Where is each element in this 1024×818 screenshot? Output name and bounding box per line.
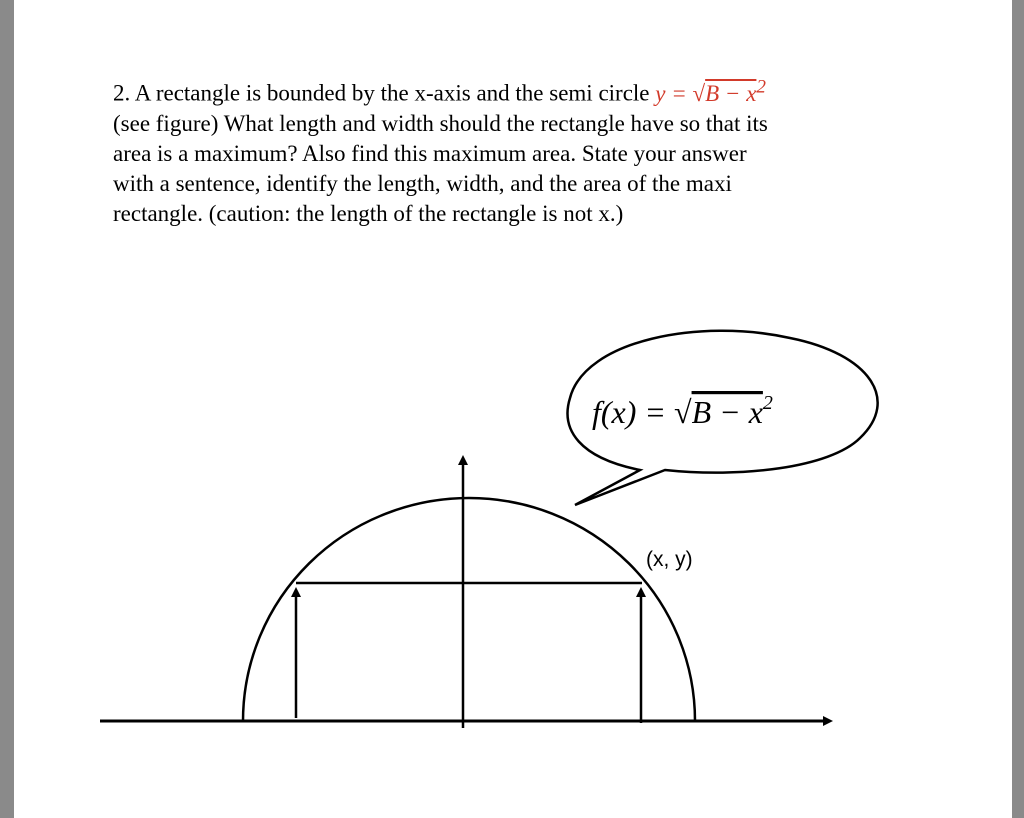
equation-radicand: B − x [705,80,757,106]
problem-line-4: with a sentence, identify the length, width, and the area of the maxi [113,170,732,196]
equation-exponent: 2 [756,76,766,97]
semicircle-curve [243,498,695,721]
problem-line-5: rectangle. (caution: the length of the rectangle is not x.) [113,200,624,226]
bubble-radicand: B − x [691,394,763,430]
equation-lhs: y = √ [655,80,706,106]
point-label: (x, y) [646,548,693,571]
bubble-exponent: 2 [762,392,773,414]
problem-line-3: area is a maximum? Also find this maximum area. State your answer [113,140,747,166]
bubble-function [592,392,773,430]
problem-line-1-text: 2. A rectangle is bounded by the x-axis and the semi circle [113,80,656,106]
problem-line-2: (see figure) What length and width should the rectangle have so that its [113,110,768,136]
bubble-fx: f(x) = √ [592,394,692,430]
